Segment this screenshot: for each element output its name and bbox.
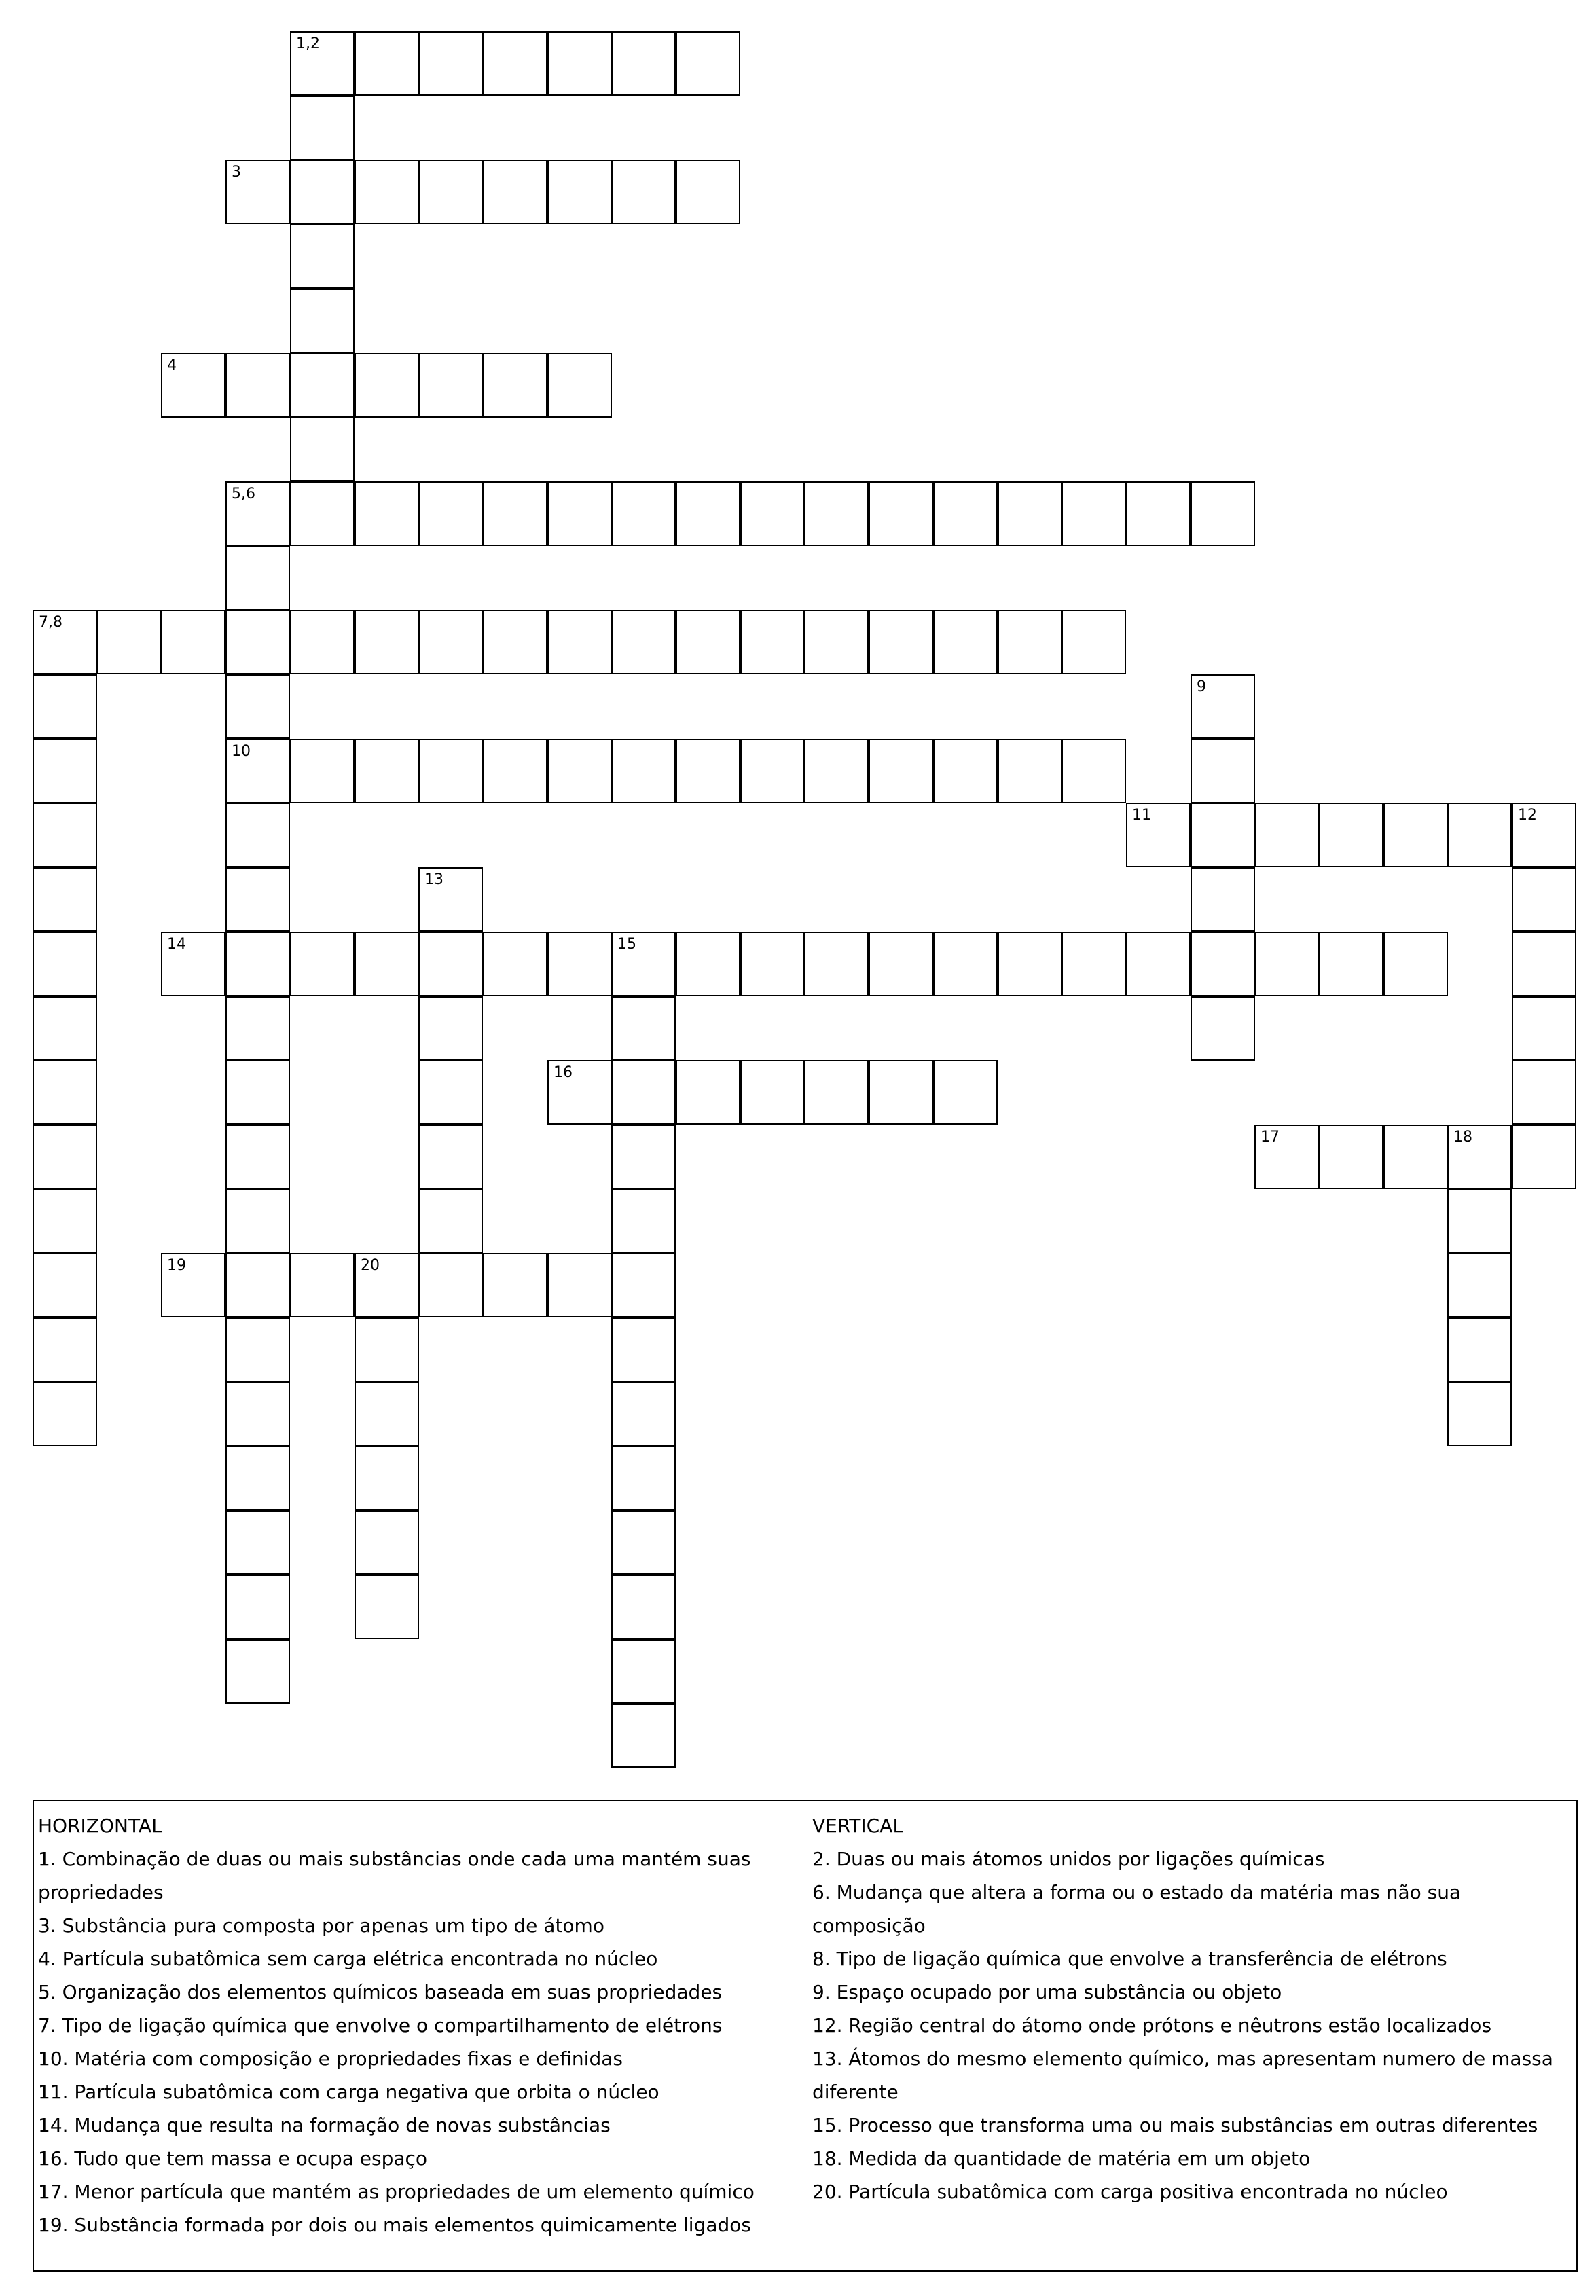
grid-cell[interactable] (33, 1189, 97, 1254)
grid-cell[interactable] (676, 31, 740, 96)
clue-number: 17 (1261, 1129, 1280, 1146)
grid-cell[interactable] (290, 31, 355, 96)
grid-cell[interactable] (225, 1189, 290, 1254)
grid-cell[interactable] (1191, 481, 1255, 546)
grid-cell[interactable] (998, 610, 1062, 674)
clue-h16: 16. Tudo que tem massa e ocupa espaço (38, 2147, 428, 2170)
grid-cell[interactable] (290, 417, 355, 481)
grid-cell[interactable] (1191, 674, 1255, 739)
grid-cell[interactable] (1062, 610, 1126, 674)
grid-cell[interactable] (998, 481, 1062, 546)
grid-cell[interactable] (1191, 996, 1255, 1061)
grid-cell[interactable] (804, 932, 869, 996)
grid-cell[interactable] (1512, 1060, 1576, 1125)
grid-cell[interactable] (611, 1703, 676, 1768)
grid-cell[interactable] (547, 739, 612, 803)
grid-cell[interactable] (1447, 1189, 1512, 1254)
grid-cell[interactable] (547, 1060, 612, 1125)
grid-cell[interactable] (225, 739, 290, 803)
clue-number: 1,2 (296, 35, 320, 52)
grid-cell[interactable] (998, 932, 1062, 996)
grid-cell[interactable] (611, 610, 676, 674)
grid-cell[interactable] (611, 1575, 676, 1639)
grid-cell[interactable] (33, 1253, 97, 1317)
grid-cell[interactable] (225, 353, 290, 418)
grid-cell[interactable] (225, 481, 290, 546)
grid-cell[interactable] (225, 1125, 290, 1189)
clue-v20: 20. Partícula subatômica com carga positiva encontrada no núcleo (812, 2181, 1448, 2203)
clue-h14: 14. Mudança que resulta na formação de novas substâncias (38, 2114, 611, 2136)
horizontal-heading: HORIZONTAL (38, 1815, 162, 1837)
grid-cell[interactable] (483, 739, 547, 803)
grid-cell[interactable] (611, 1189, 676, 1254)
clue-number: 3 (232, 164, 241, 181)
grid-cell[interactable] (1126, 932, 1191, 996)
grid-cell[interactable] (611, 932, 676, 996)
grid-cell[interactable] (418, 481, 483, 546)
grid-cell[interactable] (547, 1253, 612, 1317)
grid-cell[interactable] (547, 31, 612, 96)
grid-cell[interactable] (33, 1317, 97, 1382)
clue-v12: 12. Região central do átomo onde prótons e nêutrons estão localizados (812, 2014, 1492, 2037)
grid-cell[interactable] (483, 160, 547, 224)
clue-number: 12 (1518, 807, 1537, 824)
grid-cell[interactable] (611, 1253, 676, 1317)
grid-cell[interactable] (1126, 481, 1191, 546)
clue-h10: 10. Matéria com composição e propriedades fixas e definidas (38, 2047, 623, 2070)
grid-cell[interactable] (161, 1253, 225, 1317)
grid-cell[interactable] (611, 1639, 676, 1704)
clue-h5: 5. Organização dos elementos químicos baseada em suas propriedades (38, 1981, 723, 2003)
grid-cell[interactable] (418, 739, 483, 803)
grid-cell[interactable] (290, 1253, 355, 1317)
grid-cell[interactable] (1062, 932, 1126, 996)
clue-h4: 4. Partícula subatômica sem carga elétrica encontrada no núcleo (38, 1948, 658, 1970)
grid-cell[interactable] (1191, 739, 1255, 803)
grid-cell[interactable] (225, 1575, 290, 1639)
clue-h19: 19. Substância formada por dois ou mais elementos quimicamente ligados (38, 2214, 751, 2236)
clue-number: 19 (167, 1257, 186, 1274)
grid-cell[interactable] (1512, 867, 1576, 932)
clue-number: 10 (232, 743, 251, 760)
grid-cell[interactable] (933, 610, 998, 674)
grid-cell[interactable] (869, 739, 933, 803)
grid-cell[interactable] (355, 1253, 419, 1317)
grid-cell[interactable] (676, 610, 740, 674)
grid-cell[interactable] (483, 1253, 547, 1317)
clue-number: 14 (167, 936, 186, 953)
grid-cell[interactable] (355, 1510, 419, 1575)
grid-cell[interactable] (225, 1382, 290, 1446)
grid-cell[interactable] (1383, 1125, 1448, 1189)
grid-cell[interactable] (33, 932, 97, 996)
grid-cell[interactable] (225, 1253, 290, 1317)
grid-cell[interactable] (355, 932, 419, 996)
grid-cell[interactable] (1254, 1125, 1319, 1189)
grid-cell[interactable] (225, 610, 290, 674)
grid-cell[interactable] (290, 353, 355, 418)
clue-v2: 2. Duas ou mais átomos unidos por ligações químicas (812, 1848, 1325, 1870)
grid-cell[interactable] (33, 867, 97, 932)
grid-cell[interactable] (740, 739, 805, 803)
grid-cell[interactable] (225, 996, 290, 1061)
clue-h1: 1. Combinação de duas ou mais substâncias onde cada uma mantém suas propriedades (38, 1848, 751, 1903)
clue-h3: 3. Substância pura composta por apenas um tipo de átomo (38, 1914, 604, 1937)
grid-cell[interactable] (355, 1382, 419, 1446)
grid-cell[interactable] (355, 1575, 419, 1639)
clue-number: 13 (424, 871, 443, 888)
grid-cell[interactable] (676, 739, 740, 803)
clue-v8: 8. Tipo de ligação química que envolve a transferência de elétrons (812, 1948, 1447, 1970)
grid-cell[interactable] (869, 932, 933, 996)
grid-cell[interactable] (355, 1317, 419, 1382)
grid-cell[interactable] (418, 1125, 483, 1189)
grid-cell[interactable] (355, 160, 419, 224)
clue-h17: 17. Menor partícula que mantém as propriedades de um elemento químico (38, 2181, 755, 2203)
clue-v6: 6. Mudança que altera a forma ou o estado da matéria mas não sua composição (812, 1881, 1462, 1937)
grid-cell[interactable] (355, 610, 419, 674)
grid-cell[interactable] (611, 1060, 676, 1125)
grid-cell[interactable] (1062, 481, 1126, 546)
grid-cell[interactable] (1512, 1125, 1576, 1189)
grid-cell[interactable] (1191, 803, 1255, 867)
grid-cell[interactable] (33, 1382, 97, 1446)
grid-cell[interactable] (804, 481, 869, 546)
grid-cell[interactable] (611, 1317, 676, 1382)
grid-cell[interactable] (676, 481, 740, 546)
grid-cell[interactable] (418, 1060, 483, 1125)
grid-cell[interactable] (225, 1317, 290, 1382)
grid-cell[interactable] (1319, 1125, 1383, 1189)
grid-cell[interactable] (97, 610, 162, 674)
grid-cell[interactable] (290, 160, 355, 224)
grid-cell[interactable] (483, 610, 547, 674)
grid-cell[interactable] (740, 481, 805, 546)
grid-cell[interactable] (611, 481, 676, 546)
grid-cell[interactable] (1319, 803, 1383, 867)
grid-cell[interactable] (804, 739, 869, 803)
clue-v9: 9. Espaço ocupado por uma substância ou objeto (812, 1981, 1282, 2003)
grid-cell[interactable] (418, 1189, 483, 1254)
grid-cell[interactable] (33, 1060, 97, 1125)
grid-cell[interactable] (161, 932, 225, 996)
grid-cell[interactable] (1512, 996, 1576, 1061)
clue-number: 20 (361, 1257, 380, 1274)
grid-cell[interactable] (483, 481, 547, 546)
grid-cell[interactable] (676, 160, 740, 224)
grid-cell[interactable] (611, 160, 676, 224)
clues-box (33, 1800, 1578, 2272)
grid-cell[interactable] (676, 1060, 740, 1125)
clue-number: 16 (554, 1064, 573, 1081)
clue-h11: 11. Partícula subatômica com carga negativa que orbita o núcleo (38, 2081, 659, 2103)
grid-cell[interactable] (804, 610, 869, 674)
clue-number: 15 (617, 936, 636, 953)
grid-cell[interactable] (1383, 932, 1448, 996)
grid-cell[interactable] (483, 353, 547, 418)
grid-cell[interactable] (1447, 1125, 1512, 1189)
grid-cell[interactable] (225, 1639, 290, 1704)
grid-cell[interactable] (611, 1382, 676, 1446)
grid-cell[interactable] (290, 932, 355, 996)
clue-number: 18 (1453, 1129, 1472, 1146)
grid-cell[interactable] (611, 1125, 676, 1189)
grid-cell[interactable] (1447, 1253, 1512, 1317)
clue-number: 4 (167, 357, 177, 374)
horizontal-clues (38, 1809, 802, 2242)
grid-cell[interactable] (1062, 739, 1126, 803)
grid-cell[interactable] (933, 1060, 998, 1125)
grid-cell[interactable] (418, 353, 483, 418)
grid-cell[interactable] (290, 289, 355, 353)
vertical-heading: VERTICAL (812, 1815, 903, 1837)
grid-cell[interactable] (225, 1060, 290, 1125)
grid-cell[interactable] (161, 353, 225, 418)
grid-cell[interactable] (1254, 932, 1319, 996)
grid-cell[interactable] (33, 1125, 97, 1189)
grid-cell[interactable] (547, 160, 612, 224)
grid-cell[interactable] (1126, 803, 1191, 867)
grid-cell[interactable] (1191, 867, 1255, 932)
grid-cell[interactable] (1447, 803, 1512, 867)
grid-cell[interactable] (1319, 932, 1383, 996)
grid-cell[interactable] (418, 1253, 483, 1317)
grid-cell[interactable] (225, 867, 290, 932)
grid-cell[interactable] (611, 31, 676, 96)
grid-cell[interactable] (1383, 803, 1448, 867)
grid-cell[interactable] (225, 674, 290, 739)
grid-cell[interactable] (1254, 803, 1319, 867)
grid-cell[interactable] (225, 1446, 290, 1510)
grid-cell[interactable] (740, 610, 805, 674)
grid-cell[interactable] (418, 996, 483, 1061)
grid-cell[interactable] (611, 996, 676, 1061)
grid-cell[interactable] (611, 739, 676, 803)
grid-cell[interactable] (225, 803, 290, 867)
clue-number: 5,6 (232, 486, 255, 503)
grid-cell[interactable] (740, 932, 805, 996)
grid-cell[interactable] (225, 932, 290, 996)
grid-cell[interactable] (547, 610, 612, 674)
grid-cell[interactable] (33, 803, 97, 867)
grid-cell[interactable] (933, 932, 998, 996)
grid-cell[interactable] (804, 1060, 869, 1125)
grid-cell[interactable] (161, 610, 225, 674)
grid-cell[interactable] (33, 739, 97, 803)
clue-number: 11 (1132, 807, 1151, 824)
grid-cell[interactable] (290, 610, 355, 674)
clue-v18: 18. Medida da quantidade de matéria em um objeto (812, 2147, 1311, 2170)
clue-h7: 7. Tipo de ligação química que envolve o compartilhamento de elétrons (38, 2014, 723, 2037)
grid-cell[interactable] (1447, 1317, 1512, 1382)
grid-cell[interactable] (740, 1060, 805, 1125)
grid-cell[interactable] (418, 31, 483, 96)
vertical-clues (812, 1809, 1573, 2208)
grid-cell[interactable] (547, 481, 612, 546)
grid-cell[interactable] (998, 739, 1062, 803)
grid-cell[interactable] (933, 739, 998, 803)
grid-cell[interactable] (483, 31, 547, 96)
grid-cell[interactable] (418, 867, 483, 932)
grid-cell[interactable] (483, 932, 547, 996)
grid-cell[interactable] (355, 31, 419, 96)
grid-cell[interactable] (547, 932, 612, 996)
grid-cell[interactable] (676, 932, 740, 996)
clue-v15: 15. Processo que transforma uma ou mais substâncias em outras diferentes (812, 2114, 1538, 2136)
grid-cell[interactable] (355, 1446, 419, 1510)
grid-cell[interactable] (290, 96, 355, 160)
grid-cell[interactable] (418, 932, 483, 996)
grid-cell[interactable] (290, 739, 355, 803)
grid-cell[interactable] (869, 610, 933, 674)
grid-cell[interactable] (869, 481, 933, 546)
grid-cell[interactable] (1512, 803, 1576, 867)
grid-cell[interactable] (418, 160, 483, 224)
grid-cell[interactable] (290, 481, 355, 546)
grid-cell[interactable] (1512, 932, 1576, 996)
grid-cell[interactable] (33, 996, 97, 1061)
grid-cell[interactable] (33, 674, 97, 739)
grid-cell[interactable] (869, 1060, 933, 1125)
grid-cell[interactable] (225, 1510, 290, 1575)
grid-cell[interactable] (1447, 1382, 1512, 1446)
grid-cell[interactable] (355, 739, 419, 803)
clue-v13: 13. Átomos do mesmo elemento químico, mas apresentam numero de massa diferente (812, 2047, 1553, 2103)
grid-cell[interactable] (355, 481, 419, 546)
clue-number: 9 (1197, 678, 1206, 695)
grid-cell[interactable] (1191, 932, 1255, 996)
grid-cell[interactable] (611, 1510, 676, 1575)
grid-cell[interactable] (225, 160, 290, 224)
grid-cell[interactable] (547, 353, 612, 418)
clue-number: 7,8 (39, 614, 62, 631)
grid-cell[interactable] (290, 224, 355, 289)
grid-cell[interactable] (933, 481, 998, 546)
grid-cell[interactable] (611, 1446, 676, 1510)
grid-cell[interactable] (33, 610, 97, 674)
grid-cell[interactable] (225, 546, 290, 611)
grid-cell[interactable] (355, 353, 419, 418)
grid-cell[interactable] (418, 610, 483, 674)
